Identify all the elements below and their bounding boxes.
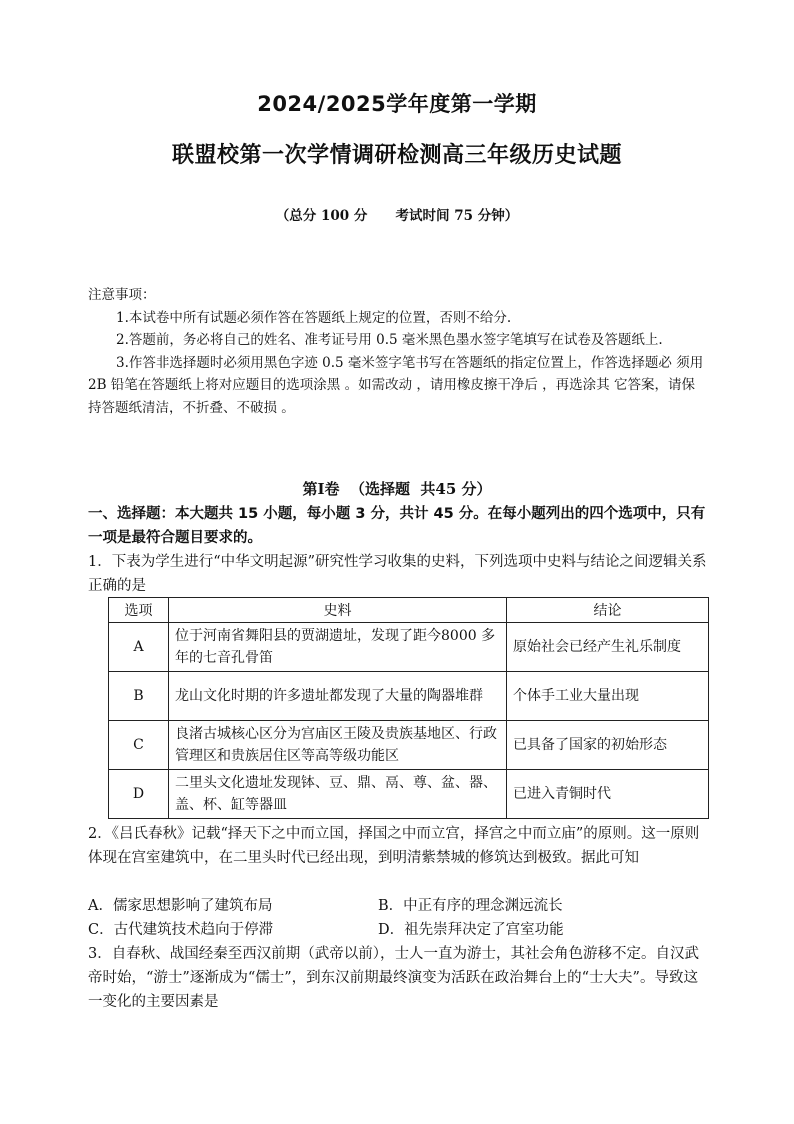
note-item-3: 3.作答非选择题时必须用黑色字迹 0.5 毫米签字笔书写在答题纸的指定位置上，作答选择题必 须用 2B 铅笔在答题纸上将对应题目的选项涂黑 。如需改动 ，请用橡皮擦干净后 ，再选涂其 它答案，请保持答题纸清洁，不折叠、不破损 。 <box>88 354 704 416</box>
table-cell-option: D <box>109 770 169 819</box>
table-cell-conclusion: 个体手工业大量出现 <box>507 672 709 721</box>
table-row <box>109 770 709 819</box>
table-cell-option: C <box>109 721 169 770</box>
table-cell-source: 二里头文化遗址发现钵、豆、鼎、鬲、尊、盆、器、盖、杯、缸等器皿 <box>169 770 507 819</box>
option-b: B．中正有序的理念渊远流长 <box>378 898 563 914</box>
table-cell-conclusion: 原始社会已经产生礼乐制度 <box>507 623 709 672</box>
exam-score-time: （总分 100 分 考试时间 75 分钟） <box>275 208 519 224</box>
question-1-table <box>108 597 709 819</box>
table-cell-option: B <box>109 672 169 721</box>
table-header-source: 史料 <box>169 598 507 623</box>
table-cell-conclusion: 已进入青铜时代 <box>507 770 709 819</box>
section-instruction: 一、选择题：本大题共 15 小题，每小题 3 分，共计 45 分。在每小题列出的四个选项中，只有一项是最符合题目要求的。 <box>88 506 706 546</box>
exam-title: 联盟校第一次学情调研检测高三年级历史试题 <box>171 143 622 168</box>
table-header-row <box>109 598 709 623</box>
table-cell-source: 位于河南省舞阳县的贾湖遗址，发现了距今8000 多年的七音孔骨笛 <box>169 623 507 672</box>
table-cell-conclusion: 已具备了国家的初始形态 <box>507 721 709 770</box>
note-item-2: 2.答题前，务必将自己的姓名、准考证号用 0.5 毫米黑色墨水签字笔填写在试卷及答题纸上. <box>116 332 663 348</box>
table-cell-option: A <box>109 623 169 672</box>
table-header-conclusion: 结论 <box>507 598 709 623</box>
table-cell-source: 龙山文化时期的许多遗址都发现了大量的陶器堆群 <box>169 672 507 721</box>
question-2-options <box>88 894 710 942</box>
notes-block <box>88 284 708 419</box>
option-c: C．古代建筑技术趋向于停滞 <box>88 922 274 938</box>
section-title: 第Ⅰ卷 （选择题 共45 分） <box>302 480 492 498</box>
note-item-1: 1.本试卷中所有试题必须作答在答题纸上规定的位置，否则不给分. <box>116 309 512 326</box>
table-row <box>109 672 709 721</box>
table-header-option: 选项 <box>109 598 169 623</box>
exam-term-title: 2024/2025学年度第一学期 <box>257 92 537 116</box>
option-a: A．儒家思想影响了建筑布局 <box>88 898 273 914</box>
table-cell-source: 良渚古城核心区分为宫庙区王陵及贵族基地区、行政管理区和贵族居住区等高等级功能区 <box>169 721 507 770</box>
question-2-stem: 2．《吕氏春秋》记载“择天下之中而立国，择国之中而立宫，择宫之中而立庙”的原则。这一原则体现在宫室建筑中，在二里头时代已经出现，到明清紫禁城的修筑达到极致。据此可知 <box>88 826 700 866</box>
table-row <box>109 721 709 770</box>
question-1-stem: 1．下表为学生进行“中华文明起源”研究性学习收集的史料，下列选项中史料与结论之间逻辑关系正确的是 <box>88 554 707 594</box>
table-row <box>109 623 709 672</box>
question-3-stem: 3．自春秋、战国经秦至西汉前期（武帝以前），士人一直为游士，其社会角色游移不定。自汉武帝时始，“游士”逐渐成为“儒士”，到东汉前期最终演变为活跃在政治舞台上的“士大夫”。导致这一变化的主要因素是 <box>88 946 699 1010</box>
notes-heading: 注意事项： <box>88 287 156 303</box>
option-d: D．祖先崇拜决定了宫室功能 <box>378 922 564 938</box>
